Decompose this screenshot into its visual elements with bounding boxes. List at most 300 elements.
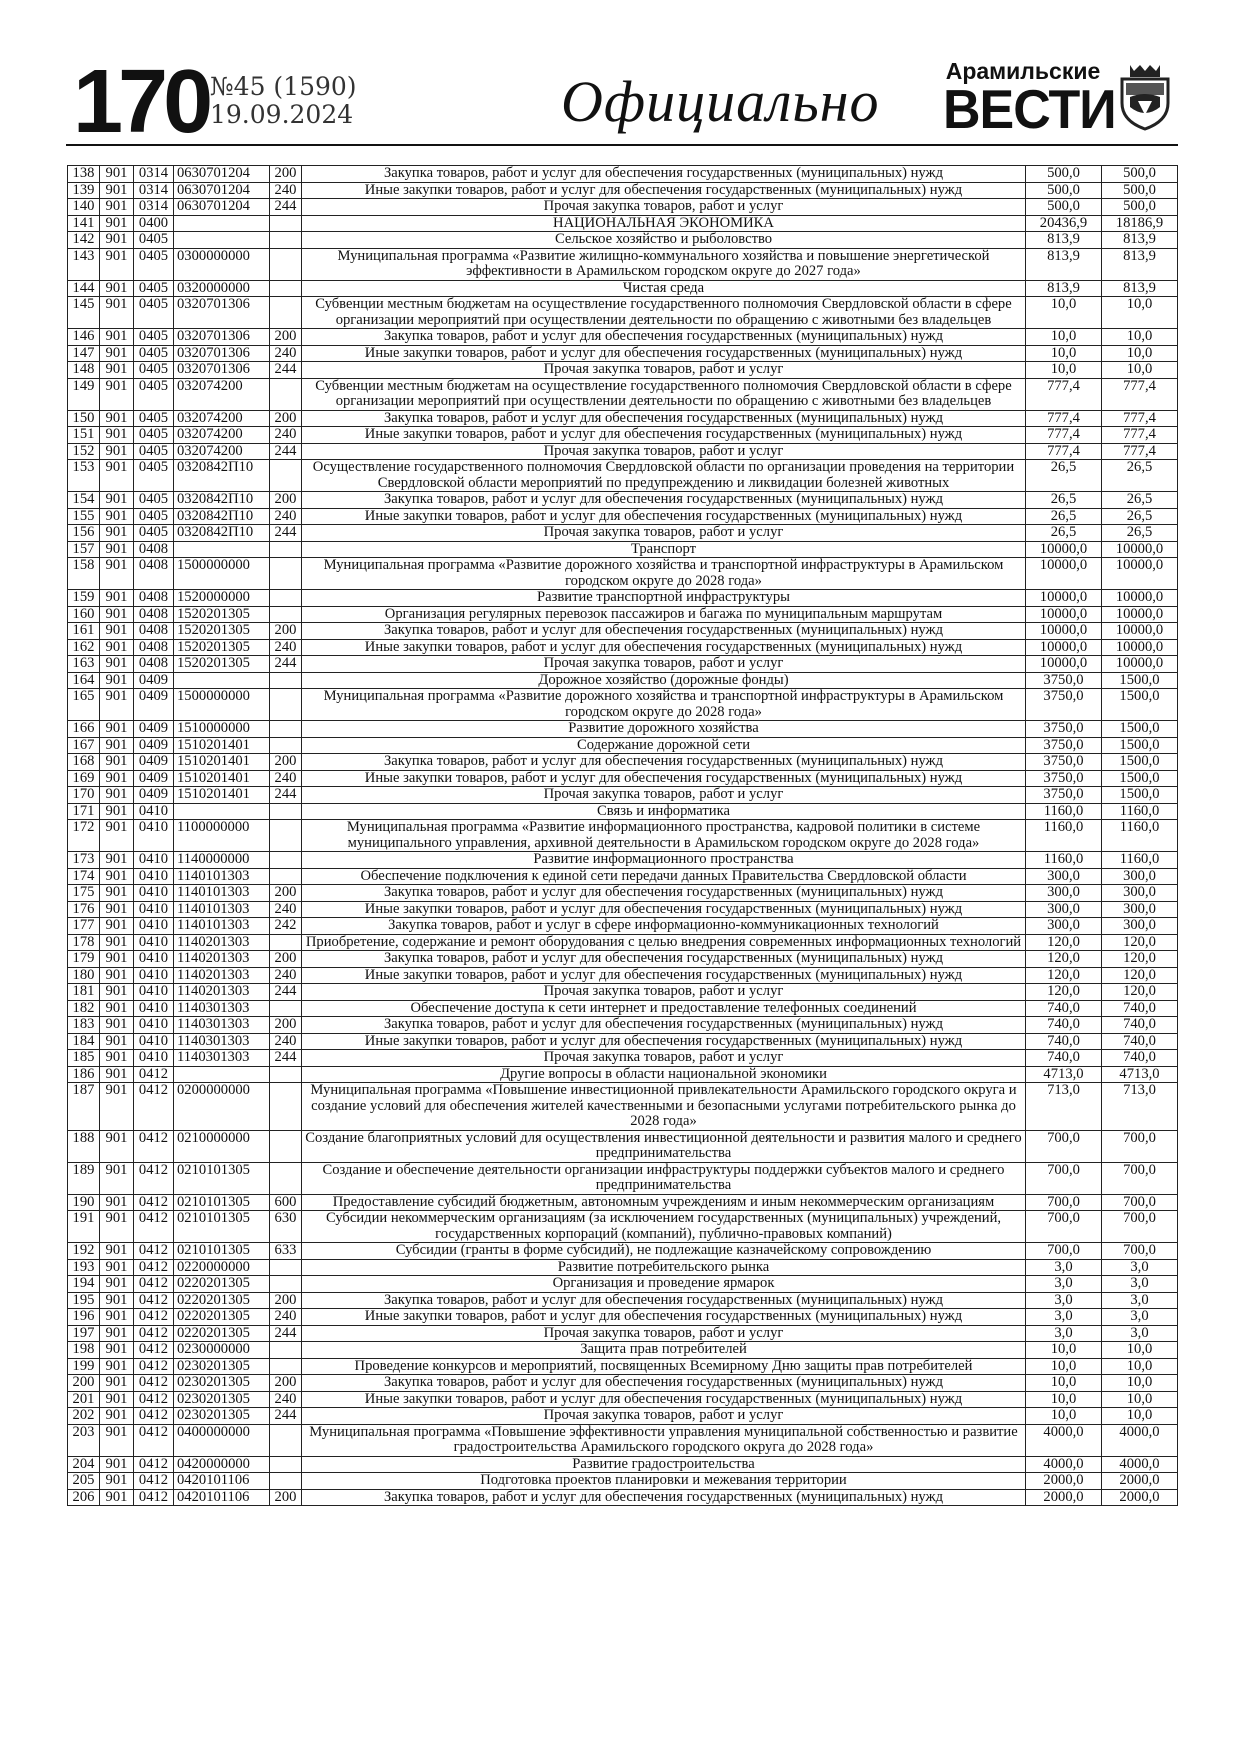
expense-type-code: 200: [270, 1017, 302, 1034]
amount-2026: 777,4: [1102, 410, 1178, 427]
ministry-code: 901: [100, 737, 134, 754]
issue-date: 19.09.2024: [210, 100, 354, 129]
amount-2025: 700,0: [1026, 1211, 1102, 1243]
expense-description: Организация и проведение ярмарок: [302, 1276, 1026, 1293]
ministry-code: 901: [100, 672, 134, 689]
table-row: [68, 770, 1178, 787]
row-number: 158: [68, 558, 100, 590]
ministry-code: 901: [100, 590, 134, 607]
expense-type-code: [270, 689, 302, 721]
table-row: [68, 689, 1178, 721]
target-article-code: 0320701306: [174, 345, 270, 362]
table-row: [68, 672, 1178, 689]
amount-2025: 3750,0: [1026, 721, 1102, 738]
expense-description: Осуществление государственного полномочия Свердловской области по организации проведения на территории Свердловской области мероприятий по предупреждению и ликвидации болезней животных: [302, 460, 1026, 492]
section-code: 0405: [134, 443, 174, 460]
expense-type-code: 240: [270, 901, 302, 918]
amount-2025: 813,9: [1026, 248, 1102, 280]
target-article-code: 1140101303: [174, 868, 270, 885]
target-article-code: 0320842П10: [174, 508, 270, 525]
target-article-code: 1140201303: [174, 951, 270, 968]
amount-2025: 120,0: [1026, 984, 1102, 1001]
amount-2026: 3,0: [1102, 1259, 1178, 1276]
target-article-code: 1520201305: [174, 623, 270, 640]
expense-description: Муниципальная программа «Развитие дорожного хозяйства и транспортной инфраструктуры в Арамильском городском округе до 2028 года»: [302, 558, 1026, 590]
row-number: 138: [68, 166, 100, 183]
ministry-code: 901: [100, 1050, 134, 1067]
table-row: [68, 280, 1178, 297]
section-code: 0412: [134, 1473, 174, 1490]
amount-2026: 300,0: [1102, 885, 1178, 902]
table-row: [68, 1130, 1178, 1162]
expense-type-code: [270, 1162, 302, 1194]
ministry-code: 901: [100, 232, 134, 249]
amount-2025: 4000,0: [1026, 1424, 1102, 1456]
amount-2026: 2000,0: [1102, 1473, 1178, 1490]
target-article-code: 032074200: [174, 427, 270, 444]
target-article-code: 0400000000: [174, 1424, 270, 1456]
expense-description: Закупка товаров, работ и услуг для обеспечения государственных (муниципальных) нужд: [302, 410, 1026, 427]
expense-type-code: [270, 852, 302, 869]
amount-2026: 1500,0: [1102, 770, 1178, 787]
target-article-code: 1500000000: [174, 558, 270, 590]
table-row: [68, 1309, 1178, 1326]
ministry-code: 901: [100, 934, 134, 951]
ministry-code: 901: [100, 820, 134, 852]
amount-2025: 713,0: [1026, 1083, 1102, 1131]
target-article-code: 1140101303: [174, 885, 270, 902]
ministry-code: 901: [100, 1083, 134, 1131]
expense-description: Подготовка проектов планировки и межевания территории: [302, 1473, 1026, 1490]
expense-type-code: 200: [270, 492, 302, 509]
target-article-code: 0220201305: [174, 1309, 270, 1326]
expense-type-code: 244: [270, 1408, 302, 1425]
expense-description: Иные закупки товаров, работ и услуг для обеспечения государственных (муниципальных) нужд: [302, 1033, 1026, 1050]
ministry-code: 901: [100, 1066, 134, 1083]
expense-description: Закупка товаров, работ и услуг для обеспечения государственных (муниципальных) нужд: [302, 1017, 1026, 1034]
section-code: 0410: [134, 803, 174, 820]
ministry-code: 901: [100, 1259, 134, 1276]
table-row: [68, 410, 1178, 427]
expense-description: Закупка товаров, работ и услуг для обеспечения государственных (муниципальных) нужд: [302, 492, 1026, 509]
target-article-code: 0220201305: [174, 1325, 270, 1342]
target-article-code: 1140301303: [174, 1000, 270, 1017]
amount-2025: 26,5: [1026, 460, 1102, 492]
section-code: 0314: [134, 166, 174, 183]
table-row: [68, 1408, 1178, 1425]
ministry-code: 901: [100, 1033, 134, 1050]
expense-description: Организация регулярных перевозок пассажиров и багажа по муниципальным маршрутам: [302, 606, 1026, 623]
target-article-code: 1520201305: [174, 656, 270, 673]
expense-description: Предоставление субсидий бюджетным, автономным учреждениям и иным некоммерческим организациям: [302, 1194, 1026, 1211]
row-number: 141: [68, 215, 100, 232]
row-number: 153: [68, 460, 100, 492]
expense-description: Развитие транспортной инфраструктуры: [302, 590, 1026, 607]
section-code: 0410: [134, 1033, 174, 1050]
section-code: 0405: [134, 345, 174, 362]
table-row: [68, 754, 1178, 771]
expense-description: Прочая закупка товаров, работ и услуг: [302, 1050, 1026, 1067]
expense-type-code: [270, 737, 302, 754]
table-row: [68, 1456, 1178, 1473]
target-article-code: 0230201305: [174, 1375, 270, 1392]
amount-2025: 10,0: [1026, 1408, 1102, 1425]
expense-type-code: 244: [270, 656, 302, 673]
expense-type-code: 240: [270, 345, 302, 362]
row-number: 206: [68, 1489, 100, 1506]
target-article-code: 1100000000: [174, 820, 270, 852]
amount-2026: 10,0: [1102, 362, 1178, 379]
amount-2025: 300,0: [1026, 868, 1102, 885]
expense-type-code: 200: [270, 885, 302, 902]
budget-table: [67, 165, 1178, 1506]
amount-2026: 10000,0: [1102, 541, 1178, 558]
expense-description: Прочая закупка товаров, работ и услуг: [302, 984, 1026, 1001]
ministry-code: 901: [100, 1276, 134, 1293]
expense-description: Транспорт: [302, 541, 1026, 558]
target-article-code: 0630701204: [174, 199, 270, 216]
row-number: 204: [68, 1456, 100, 1473]
amount-2026: 26,5: [1102, 460, 1178, 492]
section-code: 0412: [134, 1424, 174, 1456]
logo-top-word: Арамильские: [945, 58, 1101, 84]
expense-type-code: [270, 1259, 302, 1276]
ministry-code: 901: [100, 1473, 134, 1490]
target-article-code: 1520000000: [174, 590, 270, 607]
expense-type-code: 242: [270, 918, 302, 935]
expense-description: Развитие градостроительства: [302, 1456, 1026, 1473]
amount-2026: 1160,0: [1102, 803, 1178, 820]
expense-description: Содержание дорожной сети: [302, 737, 1026, 754]
table-row: [68, 623, 1178, 640]
amount-2026: 120,0: [1102, 934, 1178, 951]
section-code: 0412: [134, 1309, 174, 1326]
expense-description: Иные закупки товаров, работ и услуг для обеспечения государственных (муниципальных) нужд: [302, 345, 1026, 362]
ministry-code: 901: [100, 1424, 134, 1456]
amount-2026: 10,0: [1102, 1342, 1178, 1359]
section-code: 0410: [134, 820, 174, 852]
row-number: 167: [68, 737, 100, 754]
amount-2026: 813,9: [1102, 280, 1178, 297]
expense-type-code: 200: [270, 329, 302, 346]
target-article-code: 0320842П10: [174, 492, 270, 509]
row-number: 173: [68, 852, 100, 869]
ministry-code: 901: [100, 1292, 134, 1309]
section-code: 0412: [134, 1342, 174, 1359]
expense-type-code: 200: [270, 754, 302, 771]
table-row: [68, 492, 1178, 509]
amount-2026: 10000,0: [1102, 606, 1178, 623]
section-code: 0408: [134, 656, 174, 673]
row-number: 197: [68, 1325, 100, 1342]
amount-2026: 1500,0: [1102, 689, 1178, 721]
expense-description: Развитие дорожного хозяйства: [302, 721, 1026, 738]
table-row: [68, 1489, 1178, 1506]
table-row: [68, 852, 1178, 869]
table-row: [68, 199, 1178, 216]
table-row: [68, 984, 1178, 1001]
expense-type-code: [270, 1473, 302, 1490]
ministry-code: 901: [100, 656, 134, 673]
amount-2025: 813,9: [1026, 232, 1102, 249]
row-number: 161: [68, 623, 100, 640]
target-article-code: 0230201305: [174, 1391, 270, 1408]
ministry-code: 901: [100, 770, 134, 787]
expense-type-code: 240: [270, 182, 302, 199]
table-row: [68, 967, 1178, 984]
expense-type-code: 240: [270, 1033, 302, 1050]
amount-2025: 500,0: [1026, 199, 1102, 216]
target-article-code: 1140301303: [174, 1033, 270, 1050]
section-code: 0408: [134, 623, 174, 640]
amount-2026: 10,0: [1102, 1358, 1178, 1375]
table-row: [68, 885, 1178, 902]
ministry-code: 901: [100, 639, 134, 656]
section-code: 0405: [134, 329, 174, 346]
expense-description: Закупка товаров, работ и услуг для обеспечения государственных (муниципальных) нужд: [302, 1375, 1026, 1392]
amount-2025: 777,4: [1026, 378, 1102, 410]
section-code: 0408: [134, 541, 174, 558]
section-code: 0412: [134, 1211, 174, 1243]
amount-2026: 3,0: [1102, 1276, 1178, 1293]
expense-type-code: 240: [270, 1309, 302, 1326]
table-row: [68, 362, 1178, 379]
ministry-code: 901: [100, 1342, 134, 1359]
table-row: [68, 721, 1178, 738]
row-number: 146: [68, 329, 100, 346]
expense-description: Прочая закупка товаров, работ и услуг: [302, 525, 1026, 542]
ministry-code: 901: [100, 1162, 134, 1194]
table-row: [68, 1211, 1178, 1243]
amount-2025: 3750,0: [1026, 770, 1102, 787]
row-number: 187: [68, 1083, 100, 1131]
section-code: 0412: [134, 1375, 174, 1392]
section-code: 0412: [134, 1066, 174, 1083]
ministry-code: 901: [100, 1325, 134, 1342]
section-code: 0409: [134, 770, 174, 787]
amount-2025: 10000,0: [1026, 639, 1102, 656]
section-code: 0400: [134, 215, 174, 232]
section-code: 0405: [134, 248, 174, 280]
target-article-code: 0230201305: [174, 1408, 270, 1425]
expense-description: Муниципальная программа «Развитие информационного пространства, кадровой политики в системе муниципального управления, архивной деятельности в Арамильском городском округе до 2028 года»: [302, 820, 1026, 852]
row-number: 145: [68, 297, 100, 329]
expense-description: Создание и обеспечение деятельности организации инфраструктуры поддержки субъектов малого и среднего предпринимательства: [302, 1162, 1026, 1194]
row-number: 184: [68, 1033, 100, 1050]
target-article-code: 0300000000: [174, 248, 270, 280]
amount-2026: 120,0: [1102, 951, 1178, 968]
row-number: 159: [68, 590, 100, 607]
issue-info: [210, 73, 357, 129]
section-code: 0412: [134, 1325, 174, 1342]
ministry-code: 901: [100, 329, 134, 346]
expense-description: Иные закупки товаров, работ и услуг для обеспечения государственных (муниципальных) нужд: [302, 508, 1026, 525]
ministry-code: 901: [100, 967, 134, 984]
amount-2026: 10,0: [1102, 1375, 1178, 1392]
row-number: 156: [68, 525, 100, 542]
amount-2025: 10000,0: [1026, 590, 1102, 607]
amount-2025: 740,0: [1026, 1050, 1102, 1067]
expense-type-code: [270, 1456, 302, 1473]
expense-type-code: [270, 558, 302, 590]
target-article-code: 0210101305: [174, 1211, 270, 1243]
table-row: [68, 803, 1178, 820]
amount-2025: 300,0: [1026, 885, 1102, 902]
section-code: 0410: [134, 868, 174, 885]
table-row: [68, 329, 1178, 346]
expense-type-code: 244: [270, 525, 302, 542]
row-number: 177: [68, 918, 100, 935]
amount-2026: 500,0: [1102, 182, 1178, 199]
expense-description: Иные закупки товаров, работ и услуг для обеспечения государственных (муниципальных) нужд: [302, 1309, 1026, 1326]
amount-2025: 10,0: [1026, 345, 1102, 362]
amount-2026: 1160,0: [1102, 852, 1178, 869]
table-row: [68, 1243, 1178, 1260]
expense-description: Прочая закупка товаров, работ и услуг: [302, 199, 1026, 216]
row-number: 199: [68, 1358, 100, 1375]
ministry-code: 901: [100, 541, 134, 558]
row-number: 169: [68, 770, 100, 787]
target-article-code: 1510000000: [174, 721, 270, 738]
amount-2026: 26,5: [1102, 508, 1178, 525]
row-number: 175: [68, 885, 100, 902]
expense-description: Прочая закупка товаров, работ и услуг: [302, 1408, 1026, 1425]
amount-2026: 300,0: [1102, 868, 1178, 885]
expense-description: Создание благоприятных условий для осуществления инвестиционной деятельности и развития малого и среднего предпринимательства: [302, 1130, 1026, 1162]
amount-2026: 777,4: [1102, 443, 1178, 460]
amount-2026: 10000,0: [1102, 656, 1178, 673]
table-row: [68, 1033, 1178, 1050]
expense-description: НАЦИОНАЛЬНАЯ ЭКОНОМИКА: [302, 215, 1026, 232]
section-code: 0410: [134, 1017, 174, 1034]
amount-2026: 2000,0: [1102, 1489, 1178, 1506]
target-article-code: 1520201305: [174, 639, 270, 656]
target-article-code: 0420101106: [174, 1473, 270, 1490]
target-article-code: 0230000000: [174, 1342, 270, 1359]
table-row: [68, 1050, 1178, 1067]
target-article-code: 0220201305: [174, 1276, 270, 1293]
ministry-code: 901: [100, 1017, 134, 1034]
amount-2026: 500,0: [1102, 199, 1178, 216]
expense-type-code: [270, 460, 302, 492]
section-code: 0408: [134, 639, 174, 656]
row-number: 179: [68, 951, 100, 968]
table-row: [68, 1162, 1178, 1194]
target-article-code: 0320701306: [174, 362, 270, 379]
target-article-code: 1500000000: [174, 689, 270, 721]
amount-2025: 4713,0: [1026, 1066, 1102, 1083]
table-row: [68, 606, 1178, 623]
target-article-code: 0210101305: [174, 1243, 270, 1260]
expense-description: Муниципальная программа «Развитие жилищно-коммунального хозяйства и повышение энергетической эффективности в Арамильском городском округе до 2027 года»: [302, 248, 1026, 280]
table-row: [68, 182, 1178, 199]
ministry-code: 901: [100, 460, 134, 492]
amount-2026: 700,0: [1102, 1211, 1178, 1243]
table-row: [68, 345, 1178, 362]
row-number: 205: [68, 1473, 100, 1490]
expense-description: Иные закупки товаров, работ и услуг для обеспечения государственных (муниципальных) нужд: [302, 427, 1026, 444]
target-article-code: 1510201401: [174, 770, 270, 787]
expense-type-code: 630: [270, 1211, 302, 1243]
table-row: [68, 639, 1178, 656]
amount-2025: 2000,0: [1026, 1489, 1102, 1506]
section-code: 0405: [134, 508, 174, 525]
target-article-code: 1510201401: [174, 737, 270, 754]
expense-type-code: 240: [270, 508, 302, 525]
target-article-code: 032074200: [174, 443, 270, 460]
row-number: 178: [68, 934, 100, 951]
section-code: 0409: [134, 672, 174, 689]
amount-2026: 1160,0: [1102, 820, 1178, 852]
expense-type-code: 633: [270, 1243, 302, 1260]
amount-2026: 1500,0: [1102, 787, 1178, 804]
ministry-code: 901: [100, 1130, 134, 1162]
ministry-code: 901: [100, 1243, 134, 1260]
expense-type-code: [270, 378, 302, 410]
amount-2026: 700,0: [1102, 1162, 1178, 1194]
section-code: 0408: [134, 606, 174, 623]
section-code: 0409: [134, 721, 174, 738]
expense-description: Иные закупки товаров, работ и услуг для обеспечения государственных (муниципальных) нужд: [302, 770, 1026, 787]
expense-type-code: [270, 1342, 302, 1359]
ministry-code: 901: [100, 1358, 134, 1375]
amount-2026: 813,9: [1102, 232, 1178, 249]
expense-description: Закупка товаров, работ и услуг для обеспечения государственных (муниципальных) нужд: [302, 1292, 1026, 1309]
target-article-code: 0320701306: [174, 297, 270, 329]
section-code: 0405: [134, 525, 174, 542]
section-code: 0410: [134, 934, 174, 951]
amount-2026: 713,0: [1102, 1083, 1178, 1131]
target-article-code: 0200000000: [174, 1083, 270, 1131]
amount-2025: 20436,9: [1026, 215, 1102, 232]
expense-description: Закупка товаров, работ и услуг для обеспечения государственных (муниципальных) нужд: [302, 166, 1026, 183]
table-row: [68, 525, 1178, 542]
table-row: [68, 1424, 1178, 1456]
expense-description: Развитие потребительского рынка: [302, 1259, 1026, 1276]
expense-type-code: 244: [270, 362, 302, 379]
table-row: [68, 951, 1178, 968]
expense-description: Другие вопросы в области национальной экономики: [302, 1066, 1026, 1083]
amount-2026: 1500,0: [1102, 737, 1178, 754]
expense-description: Муниципальная программа «Развитие дорожного хозяйства и транспортной инфраструктуры в Арамильском городском округе до 2028 года»: [302, 689, 1026, 721]
section-code: 0405: [134, 427, 174, 444]
section-code: 0412: [134, 1083, 174, 1131]
ministry-code: 901: [100, 1211, 134, 1243]
expense-description: Прочая закупка товаров, работ и услуг: [302, 443, 1026, 460]
section-code: 0412: [134, 1243, 174, 1260]
amount-2026: 700,0: [1102, 1194, 1178, 1211]
row-number: 193: [68, 1259, 100, 1276]
amount-2026: 777,4: [1102, 378, 1178, 410]
expense-type-code: 244: [270, 984, 302, 1001]
row-number: 181: [68, 984, 100, 1001]
section-code: 0410: [134, 1050, 174, 1067]
expense-type-code: [270, 934, 302, 951]
amount-2025: 3750,0: [1026, 689, 1102, 721]
amount-2025: 10000,0: [1026, 606, 1102, 623]
page-number: 170: [73, 52, 209, 152]
expense-type-code: [270, 1066, 302, 1083]
amount-2025: 26,5: [1026, 508, 1102, 525]
target-article-code: 0630701204: [174, 182, 270, 199]
row-number: 190: [68, 1194, 100, 1211]
expense-type-code: [270, 820, 302, 852]
ministry-code: 901: [100, 852, 134, 869]
table-row: [68, 427, 1178, 444]
section-code: 0409: [134, 787, 174, 804]
expense-description: Развитие информационного пространства: [302, 852, 1026, 869]
amount-2025: 3,0: [1026, 1325, 1102, 1342]
